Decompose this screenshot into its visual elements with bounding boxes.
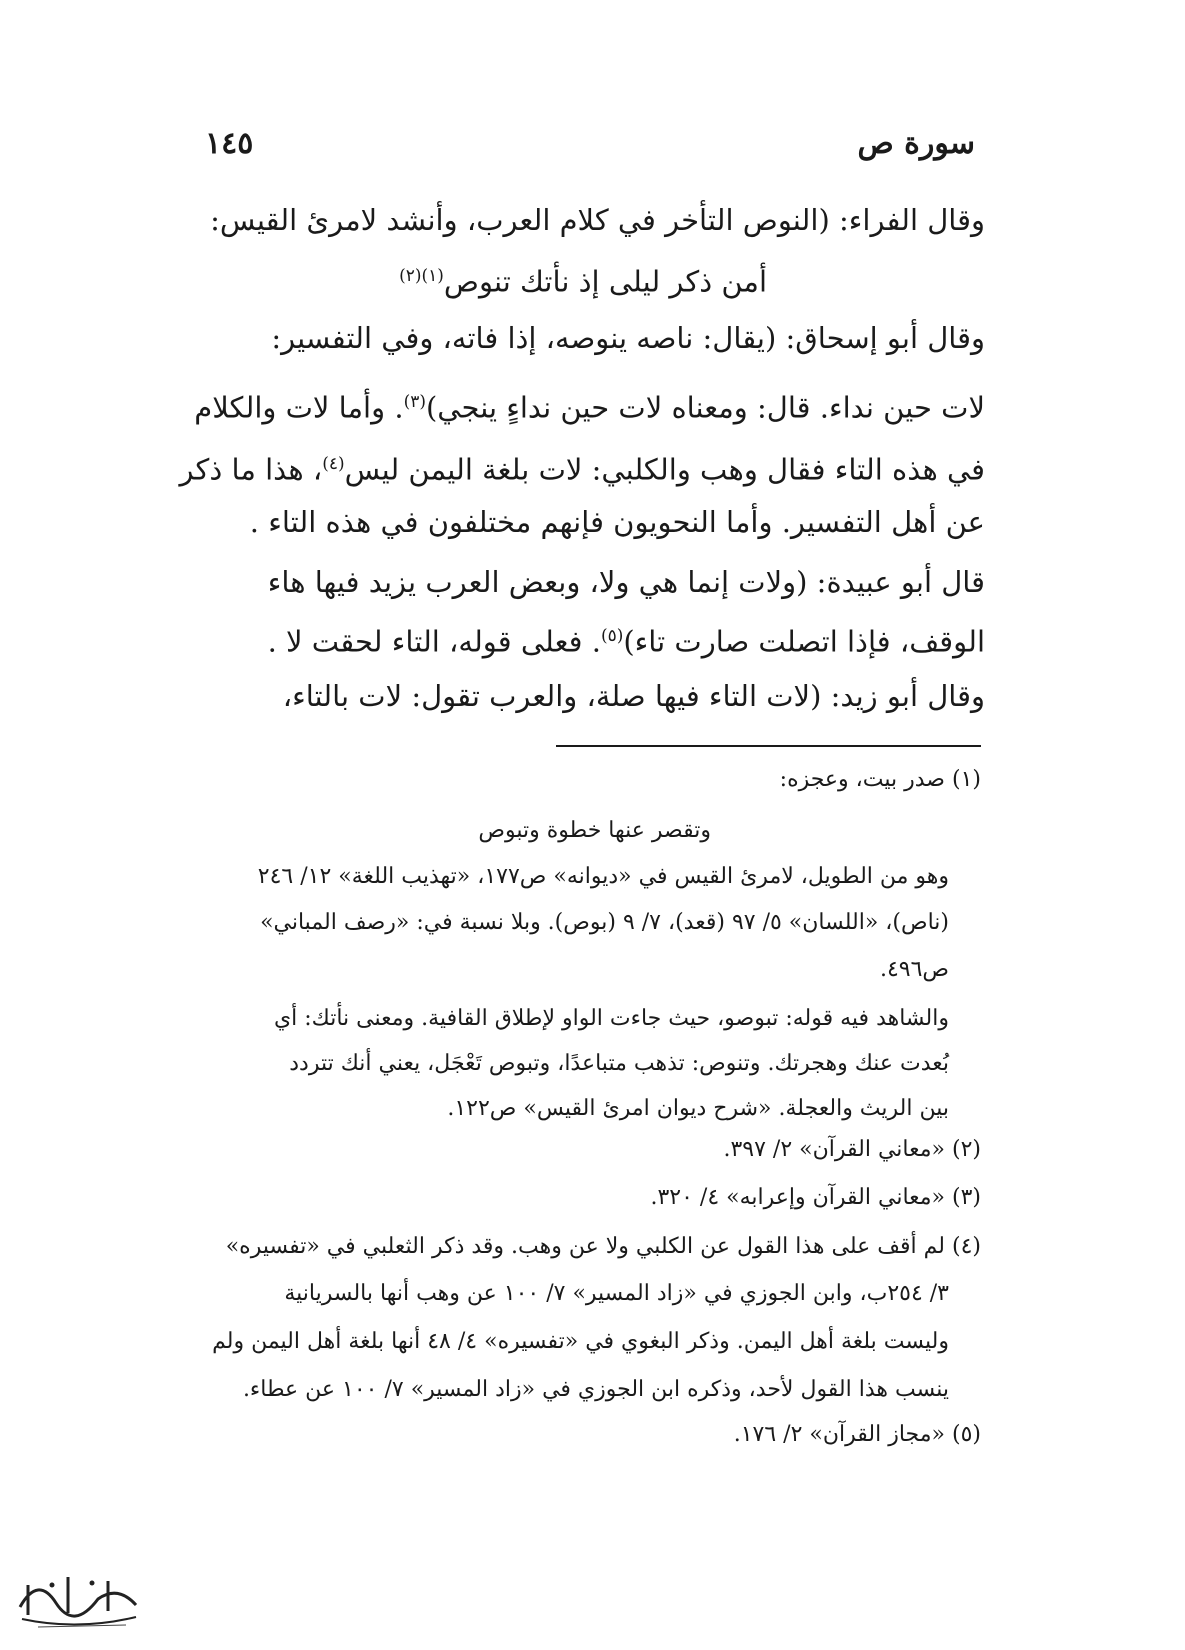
main-line: وقال الفراء: (النوص التأخر في كلام العرب، وأنشد لامرئ القيس: bbox=[210, 203, 985, 237]
main-line: وقال أبو زيد: (لات التاء فيها صلة، والعرب تقول: لات بالتاء، bbox=[282, 679, 985, 713]
page-number: ١٤٥ bbox=[205, 125, 254, 161]
footnote-line: (٤) لم أقف على هذا القول عن الكلبي ولا عن وهب. وقد ذكر الثعلبي في «تفسيره» bbox=[225, 1234, 981, 1259]
footnote-marker: (٤) bbox=[322, 454, 345, 474]
main-line: وقال أبو إسحاق: (يقال: ناصه ينوصه، إذا فاته، وفي التفسير: bbox=[271, 321, 985, 355]
footnote-line: (٣) «معاني القرآن وإعرابه» ٤/ ٣٢٠. bbox=[650, 1185, 981, 1210]
main-line: عن أهل التفسير. وأما النحويون فإنهم مختلفون في هذه التاء . bbox=[249, 505, 985, 539]
footnote-line: ص٤٩٦. bbox=[879, 957, 949, 982]
footnote-separator bbox=[556, 745, 981, 747]
page-header bbox=[205, 118, 975, 168]
footnote-line: (ناص)، «اللسان» ٥/ ٩٧ (قعد)، ٧/ ٩ (بوص). وبلا نسبة في: «رصف المباني» bbox=[260, 910, 949, 935]
footnote-line: بين الريث والعجلة. «شرح ديوان امرئ القيس» ص١٢٢. bbox=[447, 1096, 949, 1121]
footnote-line: والشاهد فيه قوله: تبوصو، حيث جاءت الواو لإطلاق القافية. ومعنى نأتك: أي bbox=[273, 1006, 949, 1031]
footnote-marker: (١)(٢) bbox=[399, 266, 444, 286]
footnote-line: بُعدت عنك وهجرتك. وتنوص: تذهب متباعدًا، وتبوص تَعْجَل، يعني أنك تتردد bbox=[289, 1051, 949, 1076]
main-line: في هذه التاء فقال وهب والكلبي: لات بلغة اليمن ليس$^{(٤)}$، هذا ما ذكر bbox=[179, 452, 985, 487]
footnote-line: ينسب هذا القول لأحد، وذكره ابن الجوزي في «زاد المسير» ٧/ ١٠٠ عن عطاء. bbox=[242, 1377, 949, 1402]
main-line: قال أبو عبيدة: (ولات إنما هي ولا، وبعض العرب يزيد فيها هاء bbox=[267, 565, 985, 599]
surah-title: سورة ص bbox=[857, 125, 975, 161]
footnote-line: (١) صدر بيت، وعجزه: bbox=[779, 767, 981, 792]
poetry-verse: أمن ذكر ليلى إذ نأتك تنوص$^{(١)(٢)}$ bbox=[399, 264, 767, 299]
publisher-logo bbox=[8, 1555, 148, 1635]
footnote-marker: (٣) bbox=[403, 392, 426, 412]
footnote-verse: وتقصر عنها خطوة وتبوص bbox=[478, 818, 711, 843]
footnote-line: ٣/ ٢٥٤ب، وابن الجوزي في «زاد المسير» ٧/ ١٠٠ عن وهب أنها بالسريانية bbox=[284, 1281, 949, 1306]
main-line: لات حين نداء. قال: ومعناه لات حين نداءٍ ينجي)$^{(٣)}$. وأما لات والكلام bbox=[194, 390, 985, 425]
footnote-line: وهو من الطويل، لامرئ القيس في «ديوانه» ص١٧٧، «تهذيب اللغة» ١٢/ ٢٤٦ bbox=[257, 864, 949, 889]
footnote-line: وليست بلغة أهل اليمن. وذكر البغوي في «تفسيره» ٤/ ٤٨ أنها بلغة أهل اليمن ولم bbox=[212, 1329, 949, 1354]
footnote-marker: (٥) bbox=[600, 626, 624, 646]
main-line: الوقف، فإذا اتصلت صارت تاء)$^{(٥)}$. فعلى قوله، التاء لحقت لا . bbox=[267, 624, 985, 659]
footnote-line: (٥) «مجاز القرآن» ٢/ ١٧٦. bbox=[733, 1422, 981, 1447]
footnote-line: (٢) «معاني القرآن» ٢/ ٣٩٧. bbox=[723, 1137, 981, 1162]
